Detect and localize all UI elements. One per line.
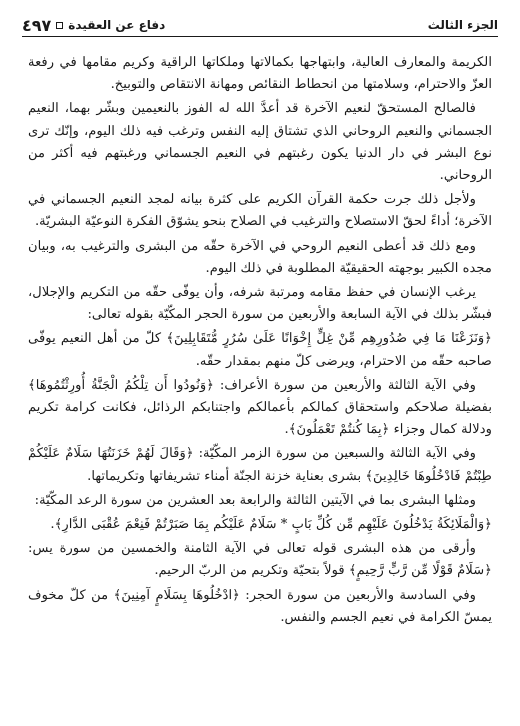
header-rule [22,36,498,37]
paragraph: يرغب الإنسان في حفظ مقامه ومرتبة شرفه، وأن يوفّى حقّه من التكريم والإجلال، فبشّر بذلك في الآية السابعة والأربعين من سورة الحجر المكّيّة بقوله تعالى: [28,285,492,323]
paragraph: ﴿وَنَزَعْنَا مَا فِي صُدُورِهِم مِّنْ غِلٍّ إِخْوَانًا عَلَىٰ سُرُرٍ مُّتَقَابِلِينَ﴾ كلّ من أهل النعيم يوفّى صاحبه حقّه من الاحترام، ويرضى كلّ منهم بمقدار حقّه. [28,331,492,369]
paragraph: ولأجل ذلك جرت حكمة القرآن الكريم على كثرة بيانه لمجد النعيم الجسماني في الآخرة؛ أداءً لحقّ الاستصلاح والترغيب في الصلاح بنحو يشوّق الفكرة النوعيّة البشريّة. [28,192,492,230]
paragraph: الكريمة والمعارف العالية، وابتهاجها بكمالاتها وملكاتها الراقية وكريم مقامها في رفعة العزّ والاحترام، وسلامتها من انحطاط النقائص ومهانة الانتقاص والتوبيخ. [28,55,492,93]
paragraph: ﴿وَالْمَلَائِكَةُ يَدْخُلُونَ عَلَيْهِم مِّن كُلِّ بَابٍ * سَلَامٌ عَلَيْكُم بِمَا صَبَرْتُمْ فَنِعْمَ عُقْبَى الدَّارِ﴾. [50,517,492,533]
page-number: ٤٩٧ [22,15,52,35]
paragraph: ومع ذلك قد أعطى النعيم الروحي في الآخرة حقّه من البشرى والترغيب به، وبيان مجده الكبير بوجهته الحقيقيّة المطلوبة في ذلك اليوم. [28,238,492,276]
book-title: دفاع عن العقيدة [68,18,166,32]
paragraph: فالصالح المستحقّ لنعيم الآخرة قد أعدَّ الله له الفوز بالنعيمين وبشّر بهما، النعيم الجسماني والنعيم الروحاني الذي تشتاق إليه النفس وترغب فيه ذلك اليوم، وإنّك ترى نوع البشر في دار الدنيا يكون رغبتهم في النعيم الجسماني ورغبتهم فيه أكثر من الروحاني. [28,101,492,184]
paragraph: وفي السادسة والأربعين من سورة الحجر: ﴿ادْخُلُوهَا بِسَلَامٍ آمِنِينَ﴾ من كلّ مخوف يمسّ الكرامة في نعيم الجسم والنفس. [28,587,492,625]
paragraph: وأرقى من هذه البشرى قوله تعالى في الآية الثامنة والخمسين من سورة يس: ﴿سَلَامٌ قَوْلًا مِّن رَّبٍّ رَّحِيمٍ﴾ قولاً بتحيّة وتكريم من الربّ الرحيم. [28,541,492,579]
part-title: الجزء الثالث [427,18,498,32]
page-header [22,14,498,36]
header-left-group [22,16,165,35]
paragraph: ومثلها البشرى بما في الآيتين الثالثة والرابعة بعد العشرين من سورة الرعد المكّيّة: [34,492,476,508]
paragraph: وفي الآية الثالثة والأربعين من سورة الأعراف: ﴿وَنُودُوا أَن تِلْكُمُ الْجَنَّةُ أُورِثْتُمُوهَا﴾ بفضيلة صلاحكم واستحقاق كمالكم بأعمالكم واجتنابكم الرذائل، فكانت كرامة تكريم ودلالة كمال وجزاء ﴿بِمَا كُنتُمْ تَعْمَلُونَ﴾. [28,377,492,438]
page-body [28,52,492,631]
paragraph: وفي الآية الثالثة والسبعين من سورة الزمر المكّيّة: ﴿وَقَالَ لَهُمْ خَزَنَتُهَا سَلَامٌ عَلَيْكُمْ طِبْتُمْ فَادْخُلُوهَا خَالِدِينَ﴾ بشرى بعناية خزنة الجنّة أمناء تشريفاتها وتكريماتها. [28,446,492,484]
square-separator-icon [56,22,63,29]
